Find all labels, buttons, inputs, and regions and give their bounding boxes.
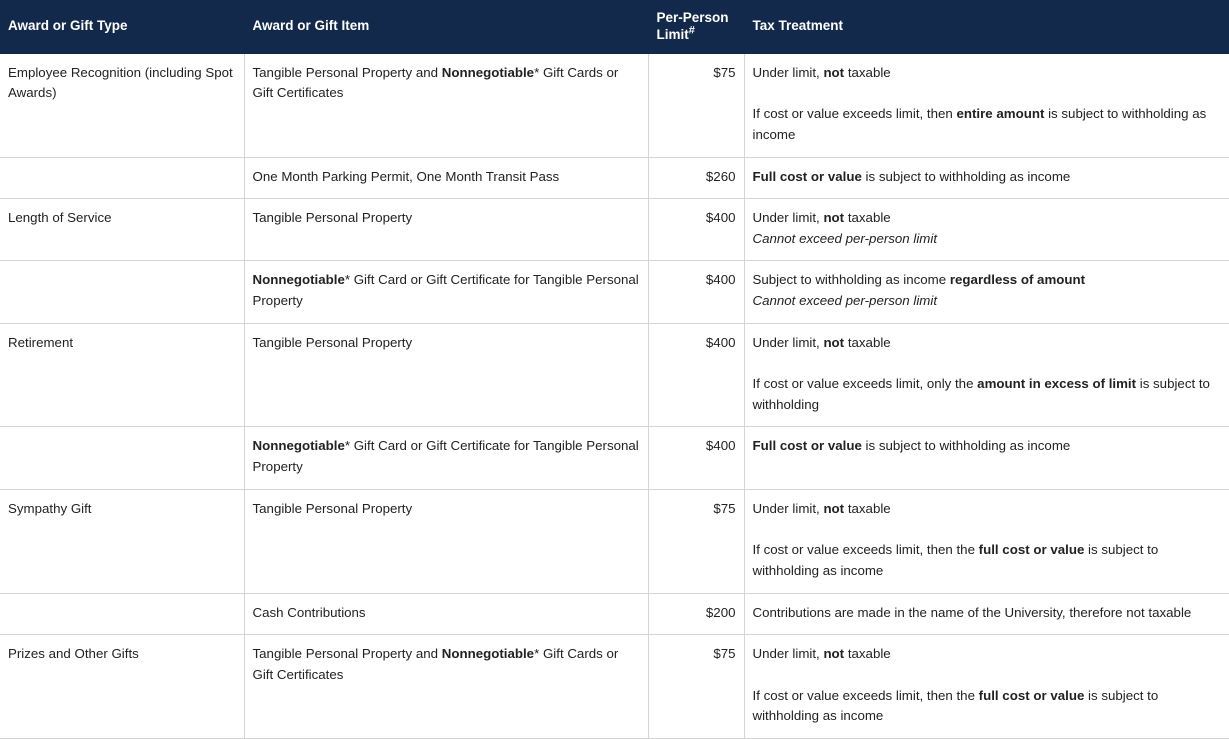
cell-award-item: Cash Contributions <box>244 593 648 635</box>
table-row <box>0 593 1229 635</box>
table-row <box>0 199 1229 261</box>
cell-award-type: Retirement <box>0 323 244 427</box>
cell-award-item: Tangible Personal Property and Nonnegotiable* Gift Cards or Gift Certificates <box>244 635 648 739</box>
cell-tax-treatment: Under limit, not taxable If cost or value exceeds limit, then the full cost or value is subject to withholding as income <box>744 489 1229 593</box>
table-row <box>0 489 1229 593</box>
cell-award-item: Tangible Personal Property <box>244 489 648 593</box>
cell-award-type: Length of Service <box>0 199 244 261</box>
cell-per-person-limit: $400 <box>648 199 744 261</box>
table-row <box>0 157 1229 199</box>
cell-award-type <box>0 593 244 635</box>
cell-award-type <box>0 427 244 489</box>
cell-per-person-limit: $400 <box>648 323 744 427</box>
cell-tax-treatment: Contributions are made in the name of the University, therefore not taxable <box>744 593 1229 635</box>
column-header-per-person-limit <box>648 0 744 54</box>
table-row <box>0 54 1229 157</box>
cell-award-type <box>0 261 244 323</box>
cell-tax-treatment: Under limit, not taxable Cannot exceed per-person limit <box>744 199 1229 261</box>
limit-header-line2: Limit <box>656 26 689 42</box>
cell-award-item: Nonnegotiable* Gift Card or Gift Certificate for Tangible Personal Property <box>244 261 648 323</box>
cell-per-person-limit: $260 <box>648 157 744 199</box>
column-header-award-type: Award or Gift Type <box>0 0 244 54</box>
cell-award-type: Employee Recognition (including Spot Awards) <box>0 54 244 157</box>
cell-tax-treatment: Under limit, not taxable If cost or value exceeds limit, then entire amount is subject to withholding as income <box>744 54 1229 157</box>
limit-header-line1: Per-Person <box>656 10 729 25</box>
table-header-row <box>0 0 1229 54</box>
column-header-award-item: Award or Gift Item <box>244 0 648 54</box>
cell-award-item: Nonnegotiable* Gift Card or Gift Certificate for Tangible Personal Property <box>244 427 648 489</box>
limit-header-footnote-marker: # <box>688 24 695 37</box>
cell-per-person-limit: $200 <box>648 593 744 635</box>
cell-per-person-limit: $400 <box>648 427 744 489</box>
table-header <box>0 0 1229 54</box>
cell-tax-treatment: Under limit, not taxable If cost or value exceeds limit, only the amount in excess of limit is subject to withholding <box>744 323 1229 427</box>
table-row <box>0 323 1229 427</box>
cell-award-type: Prizes and Other Gifts <box>0 635 244 739</box>
cell-per-person-limit: $400 <box>648 261 744 323</box>
cell-award-item: Tangible Personal Property <box>244 323 648 427</box>
cell-tax-treatment: Under limit, not taxable If cost or value exceeds limit, then the full cost or value is subject to withholding as income <box>744 635 1229 739</box>
cell-per-person-limit: $75 <box>648 54 744 157</box>
cell-tax-treatment: Subject to withholding as income regardless of amount Cannot exceed per-person limit <box>744 261 1229 323</box>
cell-award-item: Tangible Personal Property <box>244 199 648 261</box>
cell-per-person-limit: $75 <box>648 489 744 593</box>
cell-award-item: One Month Parking Permit, One Month Transit Pass <box>244 157 648 199</box>
table-row <box>0 427 1229 489</box>
cell-award-item: Tangible Personal Property and Nonnegotiable* Gift Cards or Gift Certificates <box>244 54 648 157</box>
column-header-tax-treatment: Tax Treatment <box>744 0 1229 54</box>
cell-award-type <box>0 157 244 199</box>
table-body <box>0 54 1229 739</box>
cell-per-person-limit: $75 <box>648 635 744 739</box>
cell-tax-treatment: Full cost or value is subject to withholding as income <box>744 427 1229 489</box>
table-row <box>0 635 1229 739</box>
cell-award-type: Sympathy Gift <box>0 489 244 593</box>
cell-tax-treatment: Full cost or value is subject to withholding as income <box>744 157 1229 199</box>
table-row <box>0 261 1229 323</box>
